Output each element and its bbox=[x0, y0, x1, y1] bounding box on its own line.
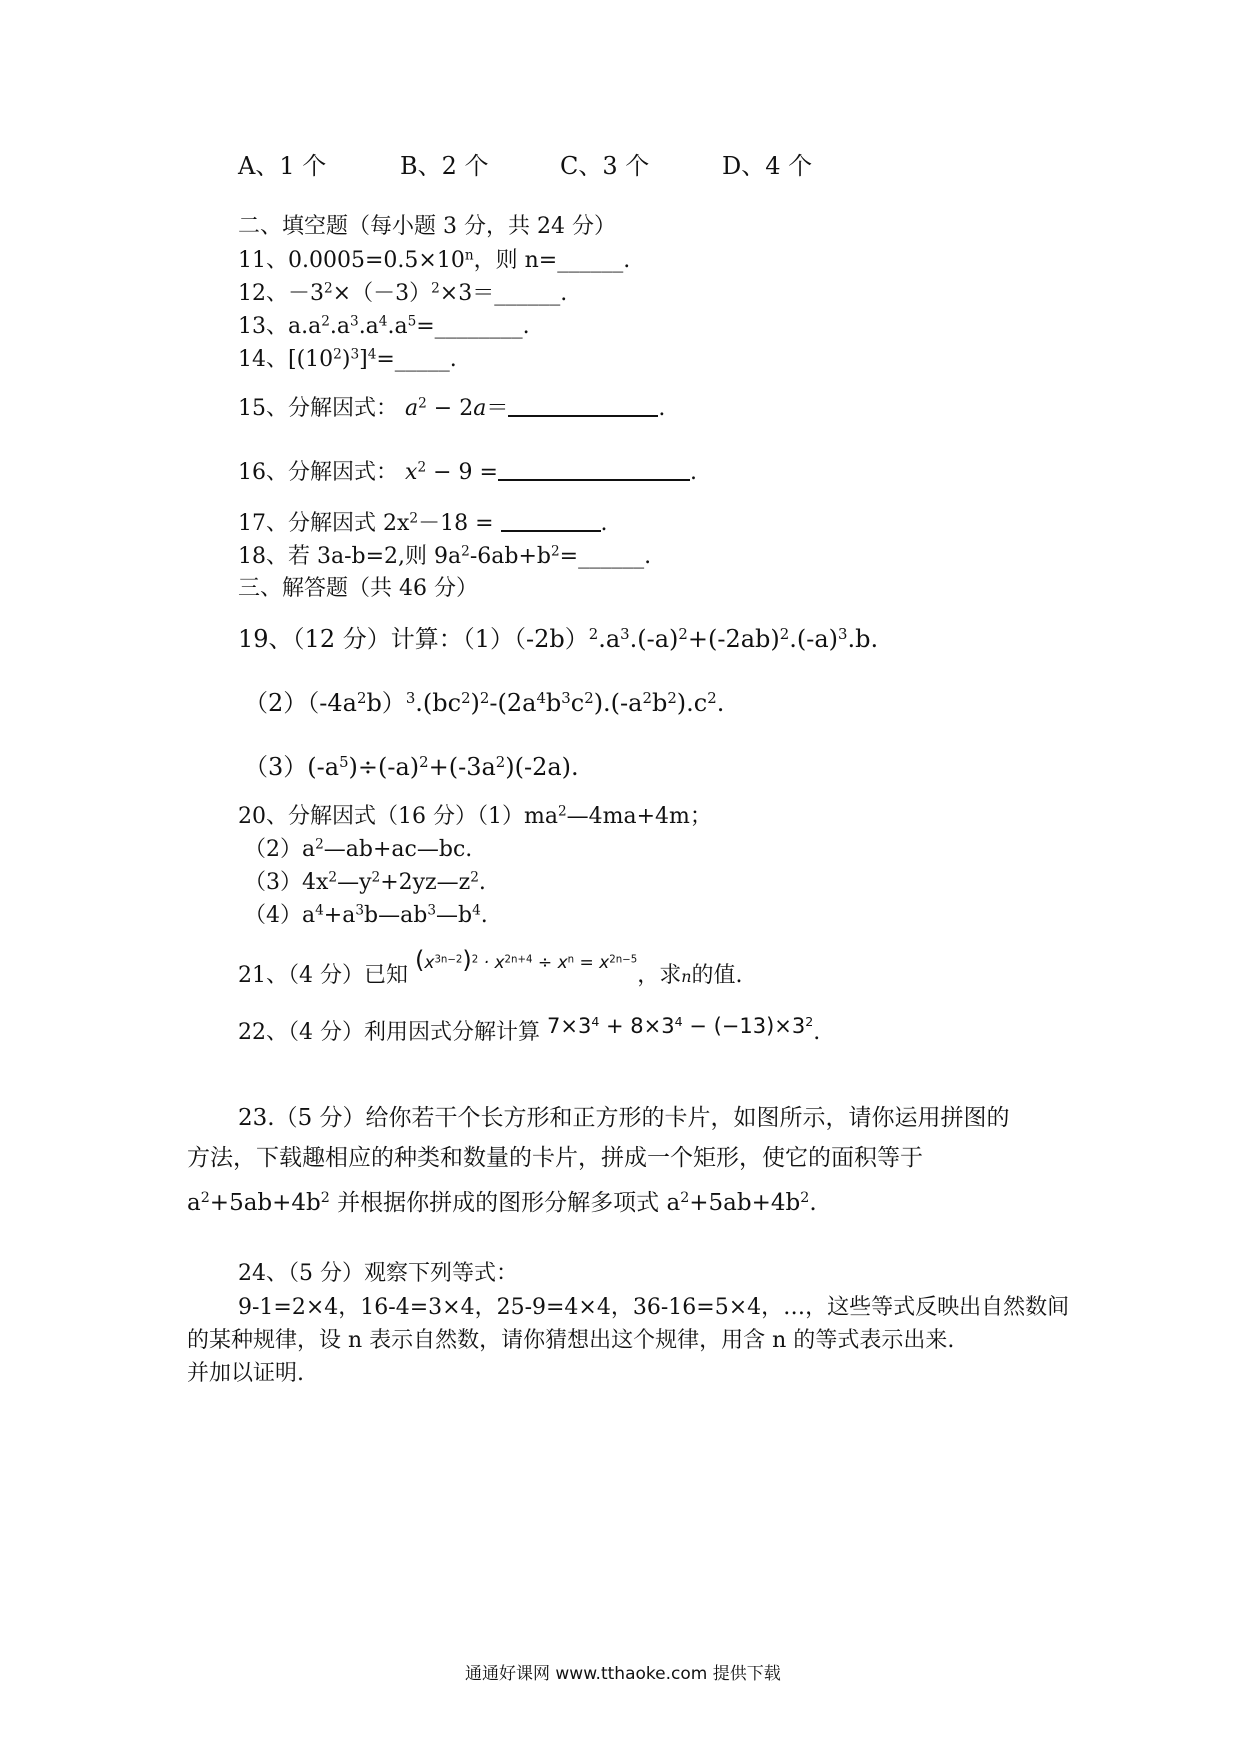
question-13: 13、$a.a^2.a^3.a^4.a^5=\_\_\_\_\_\_\_\_$. bbox=[238, 313, 530, 339]
question-23-line-3: $a^2+5ab+4b^2$ 并根据你拼成的图形分解多项式 $a^2+5ab+4b^2$. bbox=[187, 1190, 817, 1216]
question-24-line-4: 并加以证明. bbox=[187, 1361, 304, 1386]
question-19-part-2: $(2)(-4a^2b)^3.(bc^2)^2-(2a^4b^3c^2).(-a^2b^2).c^2$. bbox=[244, 688, 725, 717]
question-11: 11、$0.0005=0.5\times 10^n$，则 n=______. bbox=[238, 247, 631, 273]
section-2-heading: 二、填空题（每小题 3 分，共 24 分） bbox=[238, 214, 616, 239]
choice-d: D、4 个 bbox=[722, 152, 813, 180]
question-22: 22、（4 分）利用因式分解计算 $7\times 3^4 + 8\times 3^4 - (-13)\times 3^2$. bbox=[238, 1014, 821, 1045]
question-17: 17、分解因式 $2x^2-18$ = . bbox=[238, 510, 608, 536]
page-footer: 通通好课网 www.tthaoke.com 提供下载 bbox=[465, 1664, 781, 1684]
formula-21: (x3n−2)2 · x2n+4 ÷ xn = x2n−5 bbox=[415, 946, 638, 974]
question-20-part-4: $(4)a^4+a^3b—ab^3—b^4$. bbox=[244, 902, 488, 928]
question-15: 15、分解因式： $a^2 - 2a=$ . bbox=[238, 395, 666, 421]
question-20-part-2: $(2)a^2—ab+ac—bc$. bbox=[244, 836, 473, 862]
question-24-line-3: 的某种规律，设 n 表示自然数，请你猜想出这个规律，用含 n 的等式表示出来. bbox=[187, 1328, 955, 1353]
question-24-line-1: 24、（5 分）观察下列等式： bbox=[238, 1261, 518, 1286]
question-23-line-2: 方法，下载趣相应的种类和数量的卡片，拼成一个矩形，使它的面积等于 bbox=[187, 1145, 923, 1171]
question-20-part-1: 20、分解因式（16 分）$(1)ma^2—4ma+4m$； bbox=[238, 803, 712, 829]
question-24-line-2: 9-1=2×4，16-4=3×4，25-9=4×4，36-16=5×4，…，这些等式反映出自然数间 bbox=[238, 1295, 1070, 1320]
question-23-line-1: 23.（5 分）给你若干个长方形和正方形的卡片，如图所示，请你运用拼图的 bbox=[238, 1105, 1010, 1131]
question-12: 12、$-3^2\times(-3)^2\times 3=\_\_\_\_\_\_$. bbox=[238, 280, 568, 306]
question-14: 14、$[(10^2)^3]^4=\_\_\_\_\_$. bbox=[238, 346, 457, 372]
answer-blank bbox=[508, 414, 658, 417]
answer-blank bbox=[498, 478, 690, 481]
question-16: 16、分解因式： $x^2 - 9$ = . bbox=[238, 459, 697, 485]
question-19-part-1: 19、（12 分）计算：$(1)(-2b)^2.a^3.(-a)^2+(-2ab)^2.(-a)^3.b$. bbox=[238, 624, 879, 653]
question-19-part-3: $(3)(-a^5)\div(-a)^2+(-3a^2)(-2a)$. bbox=[244, 752, 579, 781]
choice-b: B、2 个 bbox=[400, 152, 489, 180]
choice-a: A、1 个 bbox=[238, 152, 327, 180]
question-20-part-3: $(3)4x^2—y^2+2yz—z^2$. bbox=[244, 869, 486, 895]
question-18: 18、若 3a-b=2,则 $9a^2-6ab+b^2=\_\_\_\_\_\_$. bbox=[238, 543, 652, 569]
formula-22: $7\times 3^4 + 8\times 3^4 - (-13)\times 3^2$ bbox=[547, 1014, 814, 1038]
answer-blank bbox=[501, 529, 601, 532]
choice-c: C、3 个 bbox=[560, 152, 650, 180]
section-3-heading: 三、解答题（共 46 分） bbox=[238, 576, 478, 601]
question-21: 21、（4 分）已知 $^{(x^{3n-2})^2 \cdot x^{2n+4} \div x^n = x^{2n-5}}$，求n的值. bbox=[238, 946, 743, 988]
